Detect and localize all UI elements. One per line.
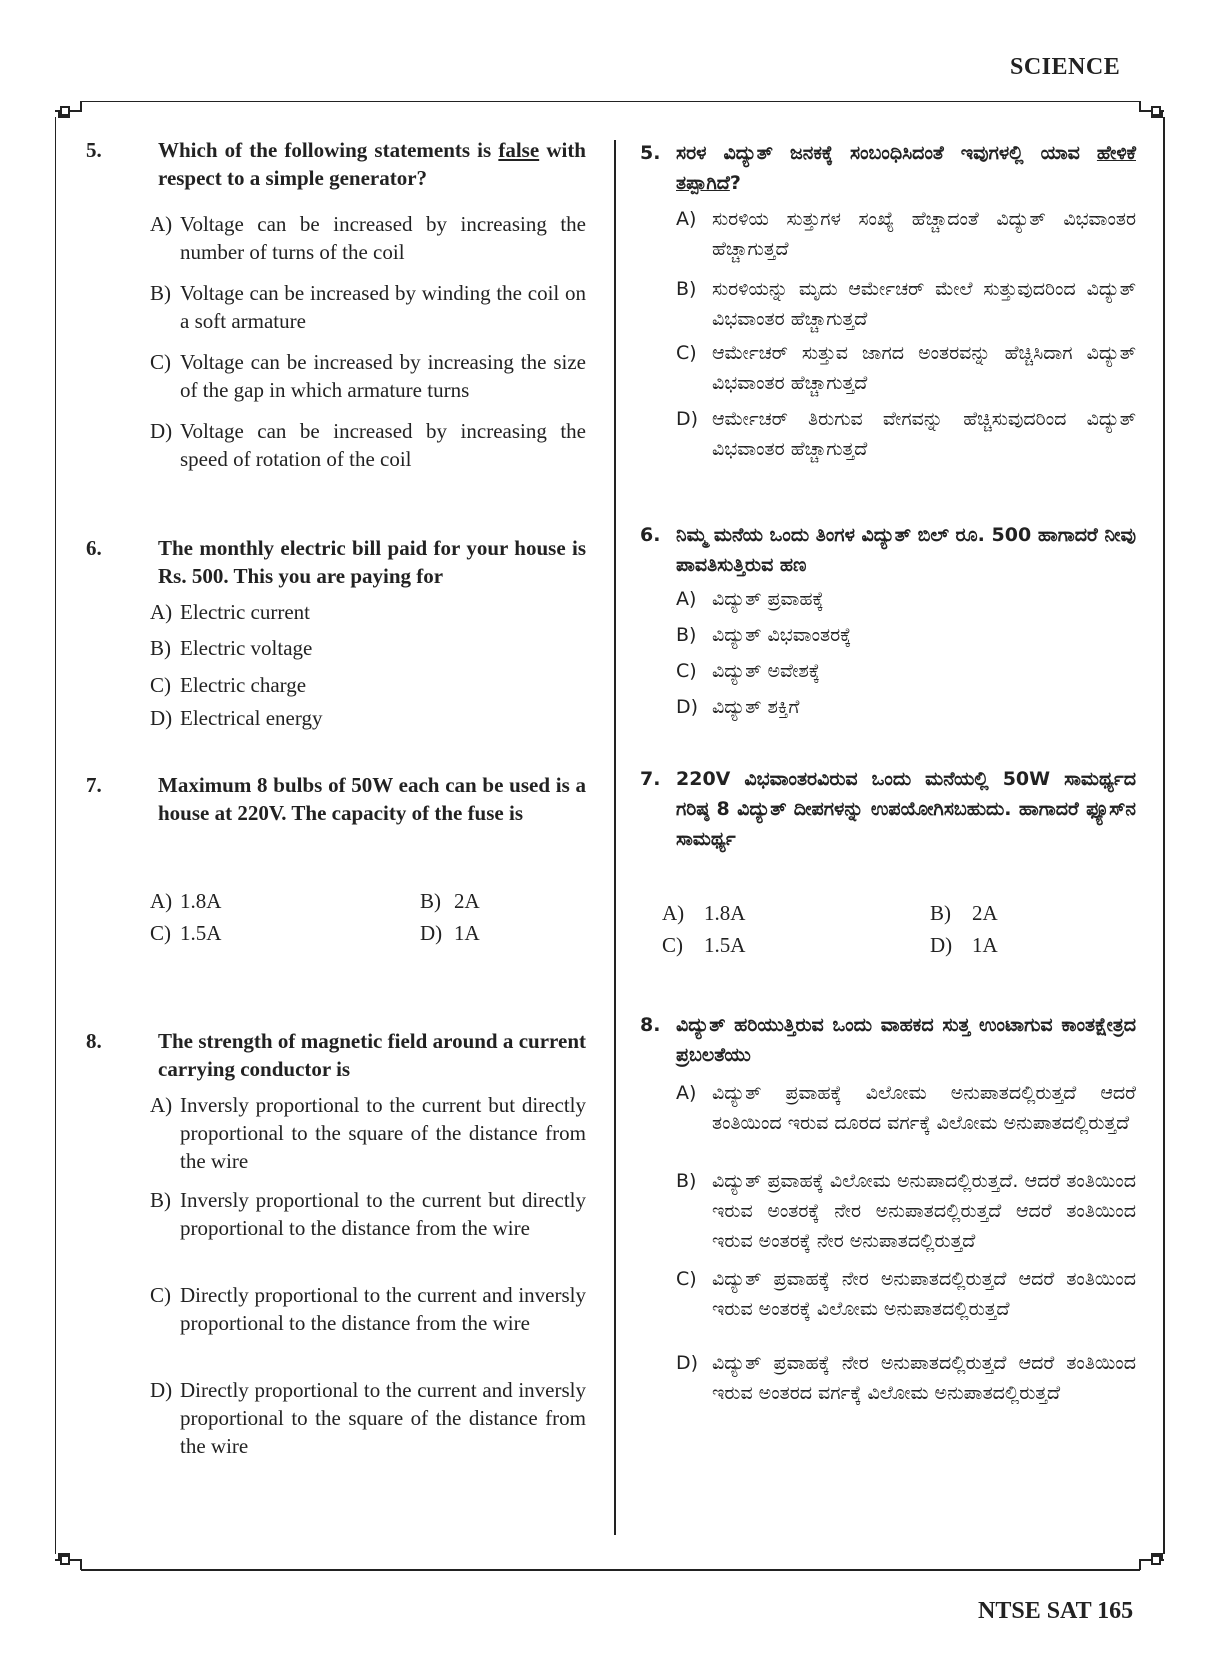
question-number: 7. (640, 768, 661, 790)
question-text-part: with respect to a simple generator? (158, 138, 586, 190)
option-text: ವಿದ್ಯುತ್ ಅವೇಶಕ್ಕೆ (712, 660, 820, 682)
option-b (676, 274, 1136, 334)
option-a (150, 598, 586, 626)
question-number: 5. (640, 142, 661, 164)
option-label: D) (150, 706, 173, 730)
question-5-en (86, 136, 586, 192)
option-text: ಸುರಳಿಯ ಸುತ್ತುಗಳ ಸಂಖ್ಯೆ ಹೆಚ್ಚಾದಂತೆ ವಿದ್ಯುತ್ ವಿಭವಾಂತರ ಹೆಚ್ಚಾಗುತ್ತದೆ (712, 208, 1136, 260)
question-number: 6. (86, 536, 102, 560)
question-number: 8. (86, 1029, 102, 1053)
kannada-column (640, 138, 1136, 1438)
option-text: 2A (972, 901, 998, 925)
option-text: 1.8A (704, 901, 746, 925)
question-5-kn (640, 138, 1136, 198)
option-d (676, 692, 1136, 722)
question-text (158, 136, 586, 192)
option-d (930, 930, 1110, 960)
question-text: 220V ವಿಭವಾಂತರವಿರುವ ಒಂದು ಮನೆಯಲ್ಲಿ 50W ಸಾಮರ್ಥ್ಯದ ಗರಿಷ್ಠ 8 ವಿದ್ಯುತ್ ದೀಪಗಳನ್ನು ಉಪಯೋಗಿಸಬಹುದು. ಹಾಗಾದರೆ ಫ್ಯೂಸ್‌ನ ಸಾಮರ್ಥ್ಯ (676, 768, 1136, 850)
question-text (676, 138, 1136, 198)
option-label: B) (150, 636, 171, 660)
question-number: 6. (640, 524, 661, 546)
option-label: C) (150, 921, 171, 945)
question-8-en (86, 1027, 586, 1083)
option-text: ಆರ್ಮೇಚರ್ ತಿರುಗುವ ವೇಗವನ್ನು ಹೆಚ್ಚಿಸುವುದರಿಂದ ವಿದ್ಯುತ್ ವಿಭವಾಂತರ ಹೆಚ್ಚಾಗುತ್ತದೆ (712, 408, 1136, 460)
option-label: D) (676, 696, 699, 718)
option-label: D) (676, 408, 699, 430)
option-label: B) (676, 1170, 697, 1192)
page-footer: NTSE SAT 165 (978, 1598, 1134, 1624)
option-label: C) (150, 1283, 171, 1307)
question-number: 5. (86, 138, 102, 162)
option-a (676, 584, 1136, 614)
option-b (150, 279, 586, 335)
option-text: Electric voltage (180, 636, 313, 660)
underlined-word: false (498, 138, 540, 162)
option-d (420, 919, 580, 947)
question-text: The strength of magnetic field around a current carrying conductor is (158, 1029, 586, 1081)
option-label: A) (150, 889, 173, 913)
option-label: A) (150, 212, 173, 236)
question-8-kn (640, 1010, 1136, 1070)
option-label: A) (662, 901, 685, 925)
option-label: A) (676, 208, 697, 230)
option-b (150, 1186, 586, 1242)
underlined-word: ಹೇಳಿಕೆ ತಪ್ಪಾಗಿದೆ (676, 142, 1136, 194)
option-a (150, 887, 350, 915)
option-label: C) (676, 1268, 697, 1290)
option-text: ವಿದ್ಯುತ್ ಪ್ರವಾಹಕ್ಕೆ ವಿಲೋಮ ಅನುಪಾತದಲ್ಲಿರುತ್ತದೆ ಆದರೆ ತಂತಿಯಿಂದ ಇರುವ ದೂರದ ವರ್ಗಕ್ಕೆ ವಿಲೋಮ ಅನುಪಾತದಲ್ಲಿರುತ್ತದೆ (712, 1082, 1136, 1134)
option-b (676, 1166, 1136, 1256)
option-label: D) (420, 921, 443, 945)
question-7-en (86, 771, 586, 827)
option-label: B) (930, 901, 951, 925)
option-a (676, 1078, 1136, 1138)
option-text: 2A (454, 889, 480, 913)
option-text: ಸುರಳಿಯನ್ನು ಮೃದು ಆರ್ಮೇಚರ್ ಮೇಲೆ ಸುತ್ತುವುದರಿಂದ ವಿದ್ಯುತ್ ವಿಭವಾಂತರ ಹೆಚ್ಚಾಗುತ್ತದೆ (712, 278, 1136, 330)
option-d (676, 404, 1136, 464)
option-b (150, 634, 586, 662)
option-text: Inversly proportional to the current but directly proportional to the distance from the wire (180, 1188, 586, 1240)
question-text-part: ಸರಳ ವಿದ್ಯುತ್ ಜನಕಕ್ಕೆ ಸಂಬಂಧಿಸಿದಂತೆ ಇವುಗಳಲ್ಲಿ ಯಾವ (676, 142, 1097, 164)
option-text: Voltage can be increased by increasing the size of the gap in which armature turns (180, 350, 586, 402)
option-text: ವಿದ್ಯುತ್ ಪ್ರವಾಹಕ್ಕೆ ನೇರ ಅನುಪಾತದಲ್ಲಿರುತ್ತದೆ ಆದರೆ ತಂತಿಯಿಂದ ಇರುವ ಅಂತರಕ್ಕೆ ವಿಲೋಮ ಅನುಪಾತದಲ್ಲಿರುತ್ತದೆ (712, 1268, 1136, 1320)
option-label: B) (420, 889, 441, 913)
question-7-kn (640, 764, 1136, 854)
option-label: C) (150, 350, 171, 374)
option-label: B) (150, 1188, 171, 1212)
option-text: Electric charge (180, 673, 307, 697)
question-6-kn (640, 520, 1136, 580)
option-d (150, 704, 586, 732)
option-text: Directly proportional to the current and inversly proportional to the square of the distance from the wire (180, 1378, 586, 1458)
option-text: Electrical energy (180, 706, 323, 730)
option-b (420, 887, 580, 915)
option-text: ಆರ್ಮೇಚರ್ ಸುತ್ತುವ ಜಾಗದ ಅಂತರವನ್ನು ಹೆಚ್ಚಿಸಿದಾಗ ವಿದ್ಯುತ್ ವಿಭವಾಂತರ ಹೆಚ್ಚಾಗುತ್ತದೆ (712, 342, 1136, 394)
question-text-part: ? (729, 172, 741, 194)
option-label: B) (676, 278, 697, 300)
option-d (150, 1376, 586, 1460)
option-text: ವಿದ್ಯುತ್ ಪ್ರವಾಹಕ್ಕೆ (712, 588, 824, 610)
option-label: D) (676, 1352, 699, 1374)
option-text: ವಿದ್ಯುತ್ ಪ್ರವಾಹಕ್ಕೆ ನೇರ ಅನುಪಾತದಲ್ಲಿರುತ್ತದೆ ಆದರೆ ತಂತಿಯಿಂದ ಇರುವ ಅಂತರದ ವರ್ಗಕ್ಕೆ ವಿಲೋಮ ಅನುಪಾತದಲ್ಲಿರುತ್ತದೆ (712, 1352, 1136, 1404)
option-d (150, 417, 586, 473)
question-text: ವಿದ್ಯುತ್ ಹರಿಯುತ್ತಿರುವ ಒಂದು ವಾಹಕದ ಸುತ್ತ ಉಂಟಾಗುವ ಕಾಂತಕ್ಷೇತ್ರದ ಪ್ರಬಲತೆಯು (676, 1014, 1136, 1066)
option-text: Directly proportional to the current and inversly proportional to the distance from the wire (180, 1283, 586, 1335)
option-label: D) (930, 933, 953, 957)
option-d (676, 1348, 1136, 1408)
option-label: C) (150, 673, 171, 697)
question-text: The monthly electric bill paid for your house is Rs. 500. This you are paying for (158, 536, 586, 588)
option-b (930, 898, 1110, 928)
question-number: 8. (640, 1014, 661, 1036)
option-label: D) (150, 419, 173, 443)
option-text: Inversly proportional to the current but directly proportional to the square of the distance from the wire (180, 1093, 586, 1173)
option-text: ವಿದ್ಯುತ್ ಶಕ್ತಿಗೆ (712, 696, 800, 718)
option-label: A) (150, 1093, 173, 1117)
question-text-part: Which of the following statements is (158, 138, 499, 162)
option-text: 1A (454, 921, 480, 945)
option-text: 1A (972, 933, 998, 957)
option-b (676, 620, 1136, 650)
option-c (150, 671, 586, 699)
option-label: D) (150, 1378, 173, 1402)
option-text: ವಿದ್ಯುತ್ ಪ್ರವಾಹಕ್ಕೆ ವಿಲೋಮ ಅನುಪಾದಲ್ಲಿರುತ್ತದೆ. ಆದರೆ ತಂತಿಯಿಂದ ಇರುವ ಅಂತರಕ್ಕೆ ನೇರ ಅನುಪಾತದಲ್ಲಿರುತ್ತದೆ ಆದರೆ ತಂತಿಯಿಂದ ಇರುವ ಅಂತರಕ್ಕೆ ನೇರ ಅನುಪಾತದಲ್ಲಿರುತ್ತದೆ (712, 1170, 1136, 1252)
option-label: C) (676, 660, 697, 682)
option-a (662, 898, 882, 928)
option-text: Voltage can be increased by increasing the speed of rotation of the coil (180, 419, 586, 471)
option-c (676, 656, 1136, 686)
option-c (662, 930, 882, 960)
option-text: Voltage can be increased by winding the coil on a soft armature (180, 281, 586, 333)
question-6-en (86, 534, 586, 590)
option-label: C) (662, 933, 683, 957)
option-c (150, 1281, 586, 1337)
option-label: A) (676, 1082, 697, 1104)
option-text: ವಿದ್ಯುತ್ ವಿಭವಾಂತರಕ್ಕೆ (712, 624, 852, 646)
option-label: A) (676, 588, 697, 610)
option-c (676, 338, 1136, 398)
option-text: 1.8A (180, 889, 222, 913)
option-text: 1.5A (180, 921, 222, 945)
question-text: ನಿಮ್ಮ ಮನೆಯ ಒಂದು ತಿಂಗಳ ವಿದ್ಯುತ್ ಬಿಲ್ ರೂ. 500 ಹಾಗಾದರೆ ನೀವು ಪಾವತಿಸುತ್ತಿರುವ ಹಣ (676, 524, 1136, 576)
option-label: B) (150, 281, 171, 305)
option-text: Electric current (180, 600, 310, 624)
question-number: 7. (86, 773, 102, 797)
question-text: Maximum 8 bulbs of 50W each can be used is a house at 220V. The capacity of the fuse is (158, 773, 586, 825)
option-label: C) (676, 342, 697, 364)
subject-heading: SCIENCE (1010, 54, 1121, 80)
option-c (676, 1264, 1136, 1324)
option-text: Voltage can be increased by increasing the number of turns of the coil (180, 212, 586, 264)
option-c (150, 348, 586, 404)
english-column (86, 136, 586, 1456)
option-label: B) (676, 624, 697, 646)
option-a (150, 210, 586, 266)
option-label: A) (150, 600, 173, 624)
column-divider (614, 140, 616, 1535)
option-c (150, 919, 350, 947)
option-a (150, 1091, 586, 1175)
option-text: 1.5A (704, 933, 746, 957)
option-a (676, 204, 1136, 264)
